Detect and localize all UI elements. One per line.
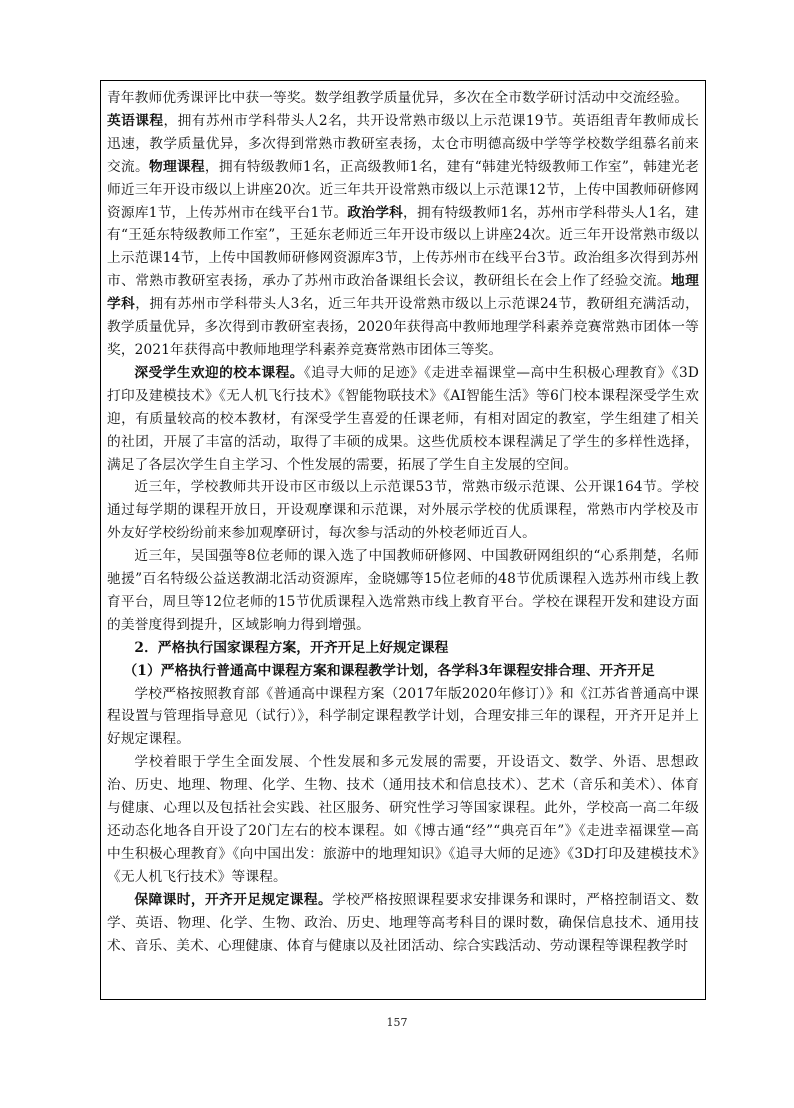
class-hours-text: 学校严格按照课程要求安排课务和课时，严格控制语文、数学、英语、物理、化学、生物、政治、历史、地理等高考科目的课时数，确保信息技术、通用技术、音乐、美术、心理健康、体育与健康以及社团活动、综合实践活动、劳动课程等课程教学时 — [107, 891, 699, 954]
class-hours-label: 保障课时，开齐开足规定课程。 — [134, 891, 333, 908]
paragraph-class-hours — [107, 889, 699, 958]
paragraph-national-courses: 学校着眼于学生全面发展、个性发展和多元发展的需要，开设语文、数学、外语、思想政治、历史、地理、物理、化学、生物、技术（通用技术和信息技术）、艺术（音乐和美术）、体育与健康、心理以及包括社会实践、社区服务、研究性学习等国家课程。此外，学校高一高二年级还动态化地各自开设了20门左右的校本课程。如《博古通“经”“典亮百年”》《走进幸福课堂—高中生积极心理教育》《向中国出发：旅游中的地理知识》《追寻大师的足迹》《3D打印及建模技术》《无人机飞行技术》等课程。 — [107, 754, 699, 885]
geography-subject-text: ，拥有苏州市学科带头人3名，近三年共开设常熟市级以上示范课24节，教研组充满活动，教学质量优异，多次得到市教研室表扬，2020年获得高中教师地理学科素养竞赛常熟市团体一等奖，2021年获得高中教师地理学科素养竞赛常熟市团体三等奖。 — [107, 296, 699, 358]
school-courses-label: 深受学生欢迎的校本课程。 — [134, 364, 304, 381]
paragraph-demonstration-lessons: 近三年，学校教师共开设市区市级以上示范课53节，常熟市级示范课、公开课164节。学校通过每学期的课程开放日，开设观摩课和示范课，对外展示学校的优质课程，常熟市内学校及市外友好学校纷纷前来参加观摩研讨，每次参与活动的外校老师近百人。 — [107, 479, 699, 542]
subsection-heading-2-1: （1）严格执行普通高中课程方案和课程教学计划，各学科3年课程安排合理、开齐开足 — [123, 662, 655, 679]
geography-subject-label: 地理学科 — [107, 273, 699, 313]
physics-course-label: 物理课程 — [148, 158, 205, 175]
politics-subject-label: 政治学科 — [347, 204, 404, 221]
school-courses-text: 《追寻大师的足迹》《走进幸福课堂—高中生积极心理教育》《3D打印及建模技术》《无人机飞行技术》《智能物联技术》《AI智能生活》等6门校本课程深受学生欢迎，有质量较高的校本教材，有深受学生喜爱的任课老师，有相对固定的教室，学生组建了相关的社团，开展了丰富的活动，取得了丰硕的成果。这些优质校本课程满足了学生的多样性选择，满足了各层次学生自主学习、个性发展的需要，拓展了学生自主发展的空间。 — [107, 364, 699, 473]
english-course-text: ，拥有苏州市学科带头人2名，共开设常熟市级以上示范课19节。英语组青年教师成长迅速，教学质量优异，多次得到常熟市教研室表扬，太仓市明德高级中学等学校数学组慕名前来交流。 — [107, 112, 699, 175]
page-number: 157 — [386, 1016, 408, 1029]
politics-subject-text: ，拥有特级教师1名，苏州市学科带头人1名，建有“王延东特级教师工作室”，王延东老师近三年开设市级以上讲座24次。近三年开设常熟市级以上示范课14节，上传中国教师研修网资源库3节，上传苏州市在线平台3节。政治组多次得到苏州市、常熟市教研室表扬，承办了苏州市政治备课组长会议，教研组长在会上作了经验交流。 — [107, 204, 699, 290]
paragraph-curriculum-plan: 学校严格按照教育部《普通高中课程方案（2017年版2020年修订）》和《江苏省普通高中课程设置与管理指导意见（试行）》，科学制定课程教学计划，合理安排三年的课程，开齐开足并上好规定课程。 — [107, 685, 699, 748]
paragraph-school-courses — [107, 362, 699, 477]
paragraph-online-resources: 近三年，吴国强等8位老师的课入选了中国教师研修网、中国教研网组织的“心系荆楚，名师驰援”百名特级公益送教湖北活动资源库，金晓娜等15位老师的48节优质课程入选苏州市线上教育平台，周旦等12位老师的15节优质课程入选常熟市线上教育平台。学校在课程开发和建设方面的美誉度得到提升，区域影响力得到增强。 — [107, 548, 699, 633]
section-heading-2: 2．严格执行国家课程方案，开齐开足上好规定课程 — [134, 639, 449, 656]
document-frame — [100, 80, 706, 1000]
physics-course-text: ，拥有特级教师1名，正高级教师1名，建有“韩建光特级教师工作室”，韩建光老师近三年开设市级以上讲座20次。近三年共开设常熟市级以上示范课12节，上传中国教师研修网资源库1节，上传苏州市在线平台1节。 — [107, 158, 699, 221]
paragraph-math-summary: 青年教师优秀课评比中获一等奖。数学组教学质量优异，多次在全市数学研讨活动中交流经验。 — [107, 90, 689, 106]
paragraph-subject-groups — [107, 110, 699, 362]
english-course-label: 英语课程 — [107, 112, 164, 129]
